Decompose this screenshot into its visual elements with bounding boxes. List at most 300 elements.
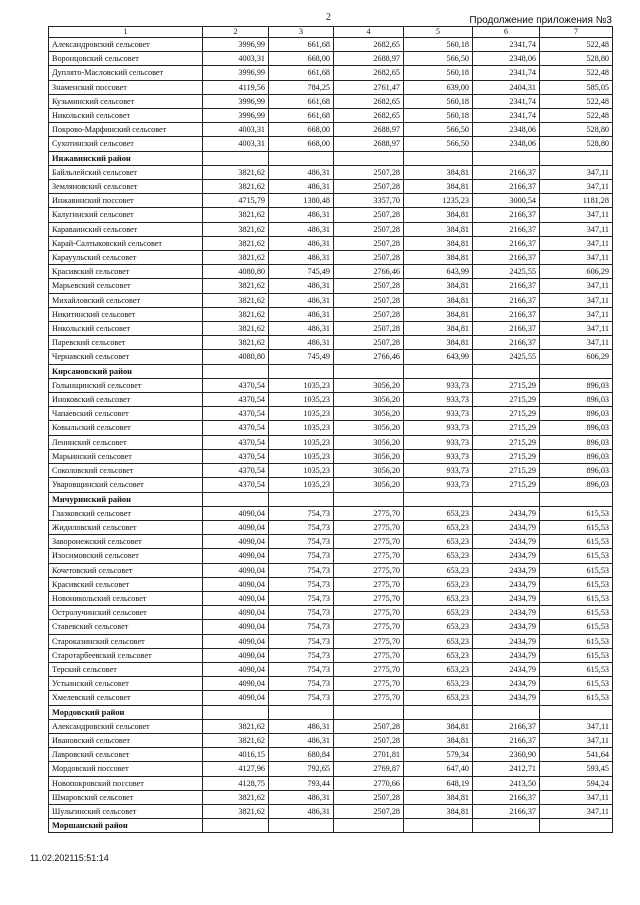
table-row (49, 293, 613, 307)
value-cell: 2166,37 (473, 208, 540, 222)
value-cell: 566,50 (404, 137, 473, 151)
table-row (49, 478, 613, 492)
page-number: 2 (326, 12, 331, 23)
value-cell: 566,50 (404, 123, 473, 137)
value-cell: 4090,04 (203, 549, 269, 563)
value-cell: 1035,23 (269, 478, 334, 492)
municipality-name: Староказинский сельсовет (49, 634, 203, 648)
table-row (49, 790, 613, 804)
value-cell: 2412,71 (473, 762, 540, 776)
value-cell: 560,18 (404, 38, 473, 52)
municipality-name: Шульгинский сельсовет (49, 804, 203, 818)
district-name: Инжавинский район (49, 151, 203, 165)
value-cell: 4370,54 (203, 435, 269, 449)
value-cell: 615,53 (540, 577, 613, 591)
value-cell: 566,50 (404, 52, 473, 66)
value-cell: 2434,79 (473, 662, 540, 676)
value-cell: 2715,29 (473, 421, 540, 435)
value-cell: 384,81 (404, 307, 473, 321)
value-cell: 4090,04 (203, 691, 269, 705)
value-cell: 2507,28 (334, 790, 404, 804)
table-body (49, 38, 613, 833)
value-cell: 615,53 (540, 520, 613, 534)
table-row (49, 804, 613, 818)
column-header: 7 (540, 27, 613, 38)
value-cell: 754,73 (269, 591, 334, 605)
municipality-name: Иноковский сельсовет (49, 393, 203, 407)
value-cell: 2770,66 (334, 776, 404, 790)
value-cell: 522,48 (540, 66, 613, 80)
municipality-name: Никольский сельсовет (49, 109, 203, 123)
table-row (49, 648, 613, 662)
municipality-name: Шмаровский сельсовет (49, 790, 203, 804)
value-cell: 1181,28 (540, 194, 613, 208)
data-table (48, 26, 613, 833)
value-cell: 1035,23 (269, 435, 334, 449)
value-cell: 615,53 (540, 648, 613, 662)
value-cell: 2775,70 (334, 549, 404, 563)
value-cell: 2766,46 (334, 350, 404, 364)
value-cell: 4003,31 (203, 123, 269, 137)
value-cell: 2507,28 (334, 236, 404, 250)
value-cell: 3056,20 (334, 407, 404, 421)
value-cell: 661,68 (269, 94, 334, 108)
value-cell: 522,48 (540, 38, 613, 52)
table-row (49, 733, 613, 747)
value-cell: 2348,06 (473, 137, 540, 151)
value-cell (404, 364, 473, 378)
value-cell: 2166,37 (473, 165, 540, 179)
value-cell: 3821,62 (203, 165, 269, 179)
value-cell (473, 492, 540, 506)
value-cell: 2775,70 (334, 591, 404, 605)
value-cell: 1035,23 (269, 407, 334, 421)
value-cell: 2775,70 (334, 662, 404, 676)
value-cell: 661,68 (269, 109, 334, 123)
value-cell: 2775,70 (334, 563, 404, 577)
value-cell: 606,29 (540, 265, 613, 279)
municipality-name: Красивский сельсовет (49, 577, 203, 591)
value-cell: 486,31 (269, 279, 334, 293)
value-cell: 1235,23 (404, 194, 473, 208)
table-row (49, 662, 613, 676)
value-cell: 3821,62 (203, 208, 269, 222)
value-cell (540, 151, 613, 165)
municipality-name: Новоникольский сельсовет (49, 591, 203, 605)
value-cell: 933,73 (404, 393, 473, 407)
value-cell: 2775,70 (334, 691, 404, 705)
table-row (49, 535, 613, 549)
value-cell: 648,19 (404, 776, 473, 790)
table-row (49, 449, 613, 463)
value-cell: 4119,56 (203, 80, 269, 94)
value-cell: 2766,46 (334, 265, 404, 279)
value-cell: 2775,70 (334, 648, 404, 662)
value-cell: 3056,20 (334, 393, 404, 407)
table-row (49, 421, 613, 435)
municipality-name: Кузьминский сельсовет (49, 94, 203, 108)
value-cell: 2507,28 (334, 293, 404, 307)
column-header: 3 (269, 27, 334, 38)
value-cell: 2166,37 (473, 804, 540, 818)
value-cell: 347,11 (540, 236, 613, 250)
table-row (49, 52, 613, 66)
value-cell: 384,81 (404, 165, 473, 179)
value-cell: 4080,80 (203, 265, 269, 279)
value-cell (473, 705, 540, 719)
value-cell: 4090,04 (203, 620, 269, 634)
municipality-name: Ленинский сельсовет (49, 435, 203, 449)
value-cell: 347,11 (540, 336, 613, 350)
value-cell (404, 151, 473, 165)
table-row (49, 634, 613, 648)
value-cell: 653,23 (404, 677, 473, 691)
value-cell: 653,23 (404, 606, 473, 620)
district-name: Мордовский район (49, 705, 203, 719)
value-cell: 3056,20 (334, 464, 404, 478)
value-cell: 615,53 (540, 677, 613, 691)
table-row (49, 322, 613, 336)
value-cell: 2166,37 (473, 180, 540, 194)
municipality-name: Глазковский сельсовет (49, 506, 203, 520)
value-cell: 347,11 (540, 293, 613, 307)
value-cell: 4090,04 (203, 535, 269, 549)
value-cell: 4370,54 (203, 378, 269, 392)
value-cell: 615,53 (540, 535, 613, 549)
value-cell: 4370,54 (203, 407, 269, 421)
value-cell: 486,31 (269, 180, 334, 194)
municipality-name: Знаменский поссовет (49, 80, 203, 94)
value-cell (334, 705, 404, 719)
value-cell: 653,23 (404, 563, 473, 577)
value-cell: 4370,54 (203, 464, 269, 478)
municipality-name: Карауульский сельсовет (49, 251, 203, 265)
value-cell (404, 705, 473, 719)
value-cell: 896,03 (540, 393, 613, 407)
value-cell: 2715,29 (473, 378, 540, 392)
value-cell (540, 364, 613, 378)
municipality-name: Байльлейский сельсовет (49, 165, 203, 179)
value-cell: 653,23 (404, 506, 473, 520)
value-cell: 4003,31 (203, 137, 269, 151)
value-cell: 2166,37 (473, 307, 540, 321)
value-cell: 792,65 (269, 762, 334, 776)
value-cell (334, 364, 404, 378)
value-cell: 2166,37 (473, 293, 540, 307)
value-cell: 653,23 (404, 634, 473, 648)
value-cell: 668,00 (269, 137, 334, 151)
value-cell: 486,31 (269, 790, 334, 804)
value-cell: 347,11 (540, 322, 613, 336)
value-cell: 2775,70 (334, 606, 404, 620)
table-row (49, 378, 613, 392)
value-cell: 3821,62 (203, 322, 269, 336)
value-cell: 933,73 (404, 378, 473, 392)
value-cell: 594,24 (540, 776, 613, 790)
table-row (49, 180, 613, 194)
value-cell: 2507,28 (334, 733, 404, 747)
value-cell: 2715,29 (473, 435, 540, 449)
value-cell: 933,73 (404, 407, 473, 421)
value-cell: 2434,79 (473, 591, 540, 605)
value-cell: 2166,37 (473, 236, 540, 250)
value-cell: 615,53 (540, 591, 613, 605)
column-header: 1 (49, 27, 203, 38)
value-cell (269, 492, 334, 506)
value-cell: 486,31 (269, 307, 334, 321)
value-cell (203, 364, 269, 378)
value-cell: 1035,23 (269, 393, 334, 407)
value-cell: 2507,28 (334, 322, 404, 336)
value-cell: 653,23 (404, 549, 473, 563)
value-cell: 653,23 (404, 620, 473, 634)
table-row (49, 109, 613, 123)
value-cell: 2715,29 (473, 393, 540, 407)
value-cell (473, 364, 540, 378)
column-header: 5 (404, 27, 473, 38)
value-cell: 615,53 (540, 506, 613, 520)
value-cell: 639,00 (404, 80, 473, 94)
value-cell: 347,11 (540, 222, 613, 236)
value-cell: 2425,55 (473, 350, 540, 364)
value-cell: 2434,79 (473, 577, 540, 591)
value-cell: 3821,62 (203, 236, 269, 250)
municipality-name: Александровский сельсовет (49, 38, 203, 52)
municipality-name: Мордовский поссовет (49, 762, 203, 776)
value-cell: 347,11 (540, 719, 613, 733)
value-cell: 384,81 (404, 293, 473, 307)
value-cell: 2166,37 (473, 719, 540, 733)
value-cell: 661,68 (269, 66, 334, 80)
value-cell: 2769,87 (334, 762, 404, 776)
value-cell: 347,11 (540, 180, 613, 194)
municipality-name: Ставевский сельсовет (49, 620, 203, 634)
value-cell: 3996,99 (203, 38, 269, 52)
municipality-name: Жидиловский сельсовет (49, 520, 203, 534)
table-row (49, 506, 613, 520)
value-cell: 3821,62 (203, 733, 269, 747)
value-cell: 2360,90 (473, 748, 540, 762)
table-row (49, 407, 613, 421)
value-cell: 3821,62 (203, 293, 269, 307)
value-cell: 4090,04 (203, 506, 269, 520)
value-cell (334, 151, 404, 165)
municipality-name: Хмелевский сельсовет (49, 691, 203, 705)
district-header-row (49, 819, 613, 833)
value-cell: 2775,70 (334, 634, 404, 648)
value-cell: 2775,70 (334, 577, 404, 591)
municipality-name: Ивановский сельсовет (49, 733, 203, 747)
value-cell: 384,81 (404, 733, 473, 747)
value-cell (540, 819, 613, 833)
value-cell: 2434,79 (473, 620, 540, 634)
municipality-name: Карай-Салтыковский сельсовет (49, 236, 203, 250)
value-cell: 896,03 (540, 449, 613, 463)
value-cell: 2775,70 (334, 620, 404, 634)
value-cell: 754,73 (269, 662, 334, 676)
value-cell: 384,81 (404, 208, 473, 222)
value-cell (334, 492, 404, 506)
value-cell: 615,53 (540, 620, 613, 634)
value-cell: 896,03 (540, 435, 613, 449)
value-cell: 1035,23 (269, 421, 334, 435)
table-row (49, 719, 613, 733)
value-cell: 486,31 (269, 322, 334, 336)
value-cell: 2434,79 (473, 549, 540, 563)
value-cell: 2413,50 (473, 776, 540, 790)
table-row (49, 677, 613, 691)
value-cell: 347,11 (540, 279, 613, 293)
value-cell: 647,40 (404, 762, 473, 776)
municipality-name: Красивский сельсовет (49, 265, 203, 279)
table-row (49, 80, 613, 94)
value-cell: 579,34 (404, 748, 473, 762)
value-cell: 4090,04 (203, 591, 269, 605)
value-cell: 2507,28 (334, 165, 404, 179)
value-cell: 2166,37 (473, 322, 540, 336)
table-row (49, 279, 613, 293)
table-row (49, 577, 613, 591)
municipality-name: Инжавинский поссовет (49, 194, 203, 208)
value-cell: 754,73 (269, 648, 334, 662)
value-cell: 2715,29 (473, 464, 540, 478)
table-row (49, 606, 613, 620)
value-cell: 2348,06 (473, 123, 540, 137)
value-cell: 4090,04 (203, 648, 269, 662)
value-cell: 2682,65 (334, 38, 404, 52)
value-cell: 661,68 (269, 38, 334, 52)
table-row (49, 691, 613, 705)
table-row (49, 350, 613, 364)
value-cell: 384,81 (404, 236, 473, 250)
print-timestamp: 11.02.202115:51:14 (30, 853, 109, 863)
value-cell: 384,81 (404, 222, 473, 236)
value-cell: 3056,20 (334, 435, 404, 449)
value-cell: 541,64 (540, 748, 613, 762)
value-cell: 2682,65 (334, 109, 404, 123)
municipality-name: Покрово-Марфинский сельсовет (49, 123, 203, 137)
district-header-row (49, 492, 613, 506)
municipality-name: Воронцовский сельсовет (49, 52, 203, 66)
value-cell: 680,84 (269, 748, 334, 762)
value-cell: 486,31 (269, 293, 334, 307)
municipality-name: Соколовский сельсовет (49, 464, 203, 478)
value-cell (269, 705, 334, 719)
value-cell: 933,73 (404, 449, 473, 463)
value-cell: 933,73 (404, 421, 473, 435)
value-cell: 2507,28 (334, 279, 404, 293)
table-row (49, 393, 613, 407)
municipality-name: Голынщинский сельсовет (49, 378, 203, 392)
value-cell: 3000,54 (473, 194, 540, 208)
value-cell: 933,73 (404, 464, 473, 478)
value-cell: 754,73 (269, 535, 334, 549)
value-cell: 528,80 (540, 123, 613, 137)
value-cell: 2688,97 (334, 52, 404, 66)
value-cell: 4127,96 (203, 762, 269, 776)
municipality-name: Кочетовский сельсовет (49, 563, 203, 577)
value-cell: 896,03 (540, 421, 613, 435)
municipality-name: Чапаевский сельсовет (49, 407, 203, 421)
value-cell: 615,53 (540, 606, 613, 620)
table-row (49, 776, 613, 790)
value-cell (203, 151, 269, 165)
value-cell: 2434,79 (473, 535, 540, 549)
value-cell: 2434,79 (473, 648, 540, 662)
value-cell: 528,80 (540, 52, 613, 66)
value-cell: 2341,74 (473, 94, 540, 108)
value-cell (540, 705, 613, 719)
value-cell: 2434,79 (473, 520, 540, 534)
value-cell: 4090,04 (203, 662, 269, 676)
value-cell (269, 151, 334, 165)
value-cell: 4128,75 (203, 776, 269, 790)
value-cell: 486,31 (269, 804, 334, 818)
municipality-name: Остролучинский сельсовет (49, 606, 203, 620)
municipality-name: Чернавский сельсовет (49, 350, 203, 364)
value-cell: 3821,62 (203, 222, 269, 236)
table-row (49, 620, 613, 634)
municipality-name: Марьевский сельсовет (49, 279, 203, 293)
value-cell: 653,23 (404, 535, 473, 549)
value-cell: 3821,62 (203, 307, 269, 321)
column-header: 4 (334, 27, 404, 38)
value-cell: 4003,31 (203, 52, 269, 66)
value-cell: 347,11 (540, 251, 613, 265)
value-cell: 896,03 (540, 478, 613, 492)
table-row (49, 208, 613, 222)
value-cell: 1035,23 (269, 464, 334, 478)
value-cell: 347,11 (540, 804, 613, 818)
value-cell: 585,05 (540, 80, 613, 94)
district-header-row (49, 364, 613, 378)
value-cell: 347,11 (540, 208, 613, 222)
value-cell: 2348,06 (473, 52, 540, 66)
value-cell: 2434,79 (473, 691, 540, 705)
value-cell: 3821,62 (203, 790, 269, 804)
value-cell: 2761,47 (334, 80, 404, 94)
value-cell: 653,23 (404, 662, 473, 676)
value-cell: 3056,20 (334, 449, 404, 463)
table-row (49, 38, 613, 52)
value-cell (203, 492, 269, 506)
value-cell: 2775,70 (334, 520, 404, 534)
value-cell: 754,73 (269, 634, 334, 648)
value-cell: 486,31 (269, 208, 334, 222)
value-cell: 1035,23 (269, 449, 334, 463)
value-cell: 4370,54 (203, 449, 269, 463)
value-cell: 2434,79 (473, 606, 540, 620)
value-cell: 3821,62 (203, 804, 269, 818)
value-cell: 486,31 (269, 719, 334, 733)
value-cell: 3357,70 (334, 194, 404, 208)
value-cell: 615,53 (540, 662, 613, 676)
table-row (49, 307, 613, 321)
municipality-name: Ковыльский сельсовет (49, 421, 203, 435)
value-cell (540, 492, 613, 506)
value-cell: 2775,70 (334, 506, 404, 520)
value-cell (473, 819, 540, 833)
value-cell: 745,49 (269, 350, 334, 364)
value-cell: 384,81 (404, 790, 473, 804)
value-cell: 653,23 (404, 577, 473, 591)
table-row (49, 265, 613, 279)
value-cell: 4370,54 (203, 421, 269, 435)
table-row (49, 251, 613, 265)
value-cell: 560,18 (404, 66, 473, 80)
table-row (49, 222, 613, 236)
value-cell: 593,45 (540, 762, 613, 776)
